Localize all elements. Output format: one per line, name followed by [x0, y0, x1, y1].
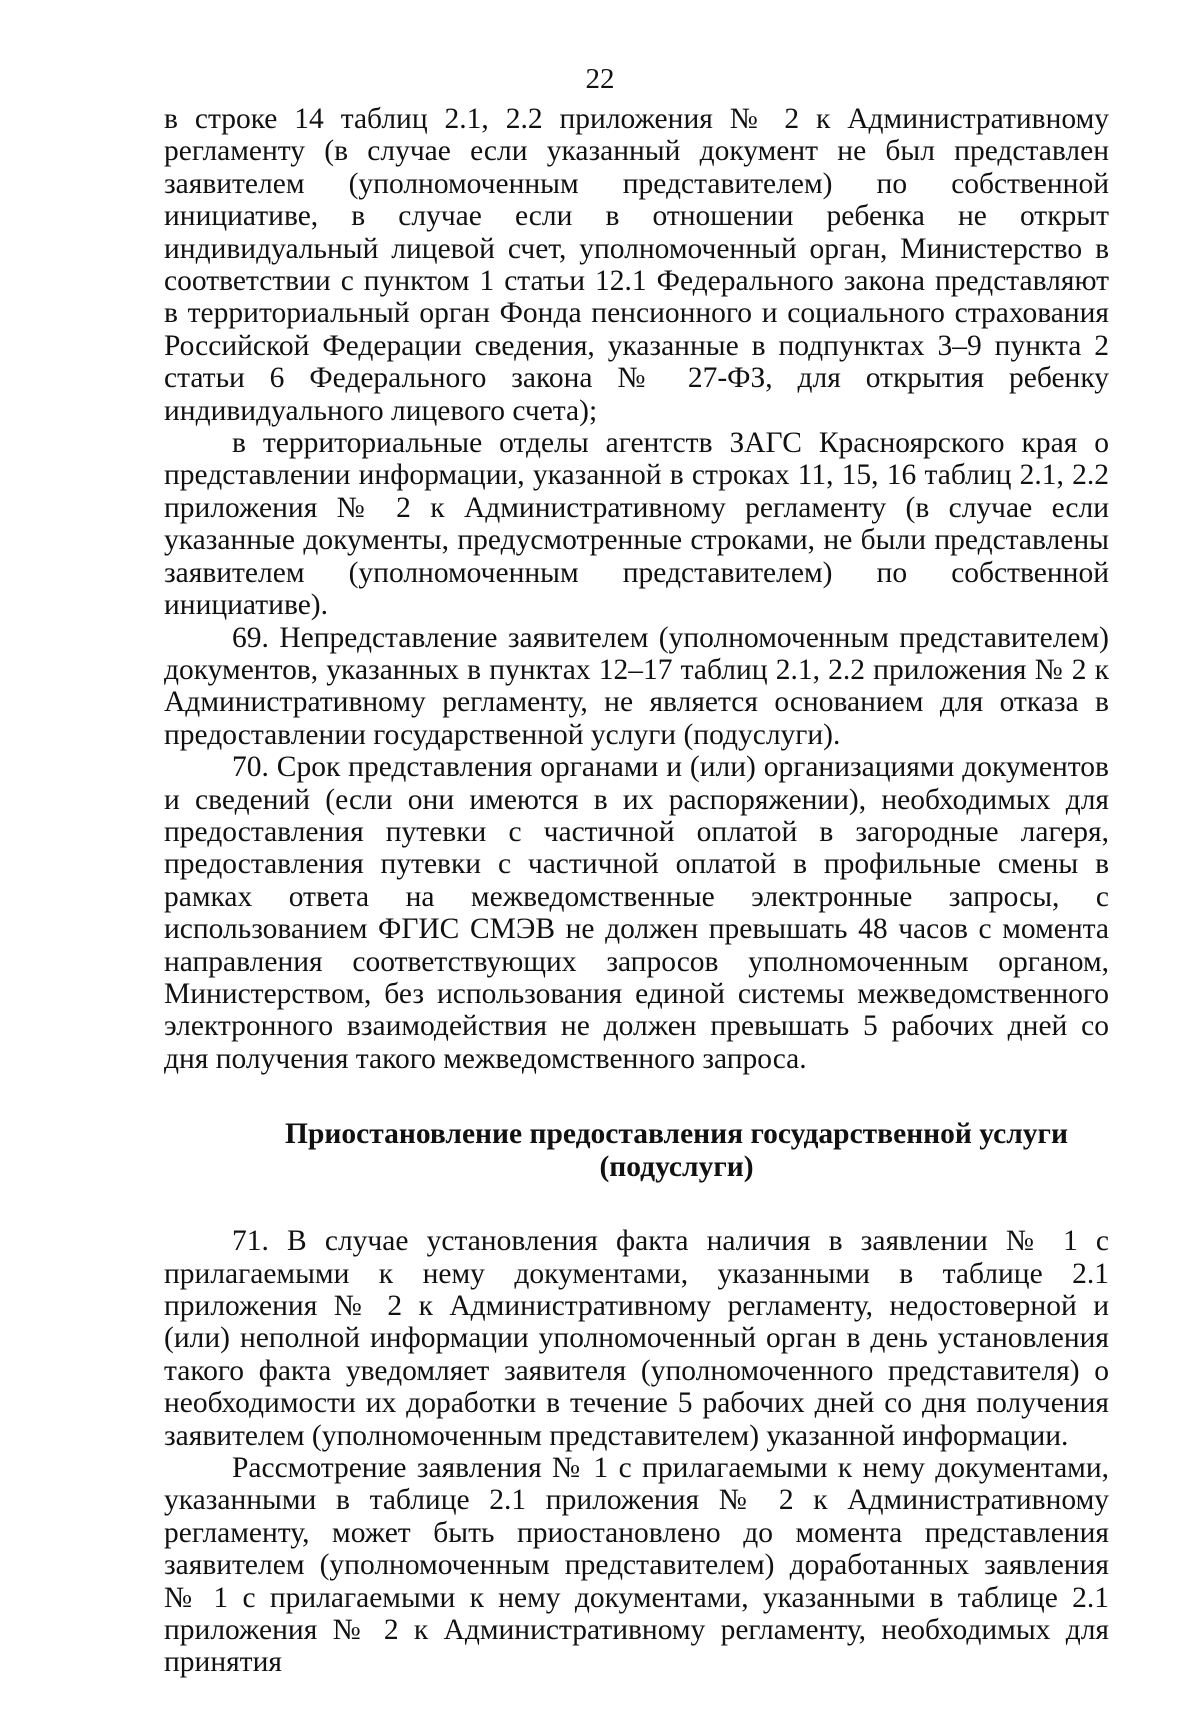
paragraph-69: 69. Непредставление заявителем (уполномоченным представителем) документов, указанных в пунктах 12–17 таблиц 2.1, 2.2 приложения № 2 к Административному регламенту, не является основанием для отказа в предоставлении государственной услуги (подуслуги).: [164, 621, 1109, 751]
paragraph-71: 71. В случае установления факта наличия в заявлении № 1 с прилагаемыми к нему документами, указанными в таблице 2.1 приложения № 2 к Административному регламенту, недостоверной и (или) неполной информации уполномоченный орган в день установления такого факта уведомляет заявителя (уполномоченного представителя) о необходимости их доработки в течение 5 рабочих дней со дня получения заявителем (уполномоченным представителем) указанной информации.: [164, 1225, 1109, 1452]
document-body: [164, 103, 1109, 1679]
paragraph-70: 70. Срок представления органами и (или) организациями документов и сведений (если они имеются в их распоряжении), необходимых для предоставления путевки с частичной оплатой в загородные лагеря, предоставления путевки с частичной оплатой в профильные смены в рамках ответа на межведомственные электронные запросы, с использованием ФГИС СМЭВ не должен превышать 48 часов с момента направления соответствующих запросов уполномоченным органом, Министерством, без использования единой системы межведомственного электронного взаимодействия не должен превышать 5 рабочих дней со дня получения такого межведомственного запроса.: [164, 751, 1109, 1075]
paragraph-suspension: Рассмотрение заявления № 1 с прилагаемыми к нему документами, указанными в таблице 2.1 приложения № 2 к Административному регламенту, может быть приостановлено до момента представления заявителем (уполномоченным представителем) доработанных заявления № 1 с прилагаемыми к нему документами, указанными в таблице 2.1 приложения № 2 к Административному регламенту, необходимых для принятия: [164, 1452, 1109, 1679]
section-heading-line-2: (подуслуги): [599, 1151, 754, 1184]
paragraph-zags-rf-fund: в строке 14 таблиц 2.1, 2.2 приложения № 2 к Административному регламенту (в случае если указанный документ не был представлен заявителем (уполномоченным представителем) по собственной инициативе, в случае если в отношении ребенка не открыт индивидуальный лицевой счет, уполномоченный орган, Министерство в соответствии с пунктом 1 статьи 12.1 Федерального закона представляют в территориальный орган Фонда пенсионного и социального страхования Российской Федерации сведения, указанные в подпунктах 3–9 пункта 2 статьи 6 Федерального закона № 27-ФЗ, для открытия ребенку индивидуального лицевого счета);: [164, 103, 1109, 427]
page-number: 22: [585, 63, 615, 95]
section-heading: [164, 1118, 1109, 1184]
section-heading-line-1: Приостановление предоставления государственной услуги: [285, 1118, 1068, 1151]
paragraph-zags-offices: в территориальные отделы агентств ЗАГС Красноярского края о представлении информации, указанной в строках 11, 15, 16 таблиц 2.1, 2.2 приложения № 2 к Административному регламенту (в случае если указанные документы, предусмотренные строками, не были представлены заявителем (уполномоченным представителем) по собственной инициативе).: [164, 427, 1109, 622]
